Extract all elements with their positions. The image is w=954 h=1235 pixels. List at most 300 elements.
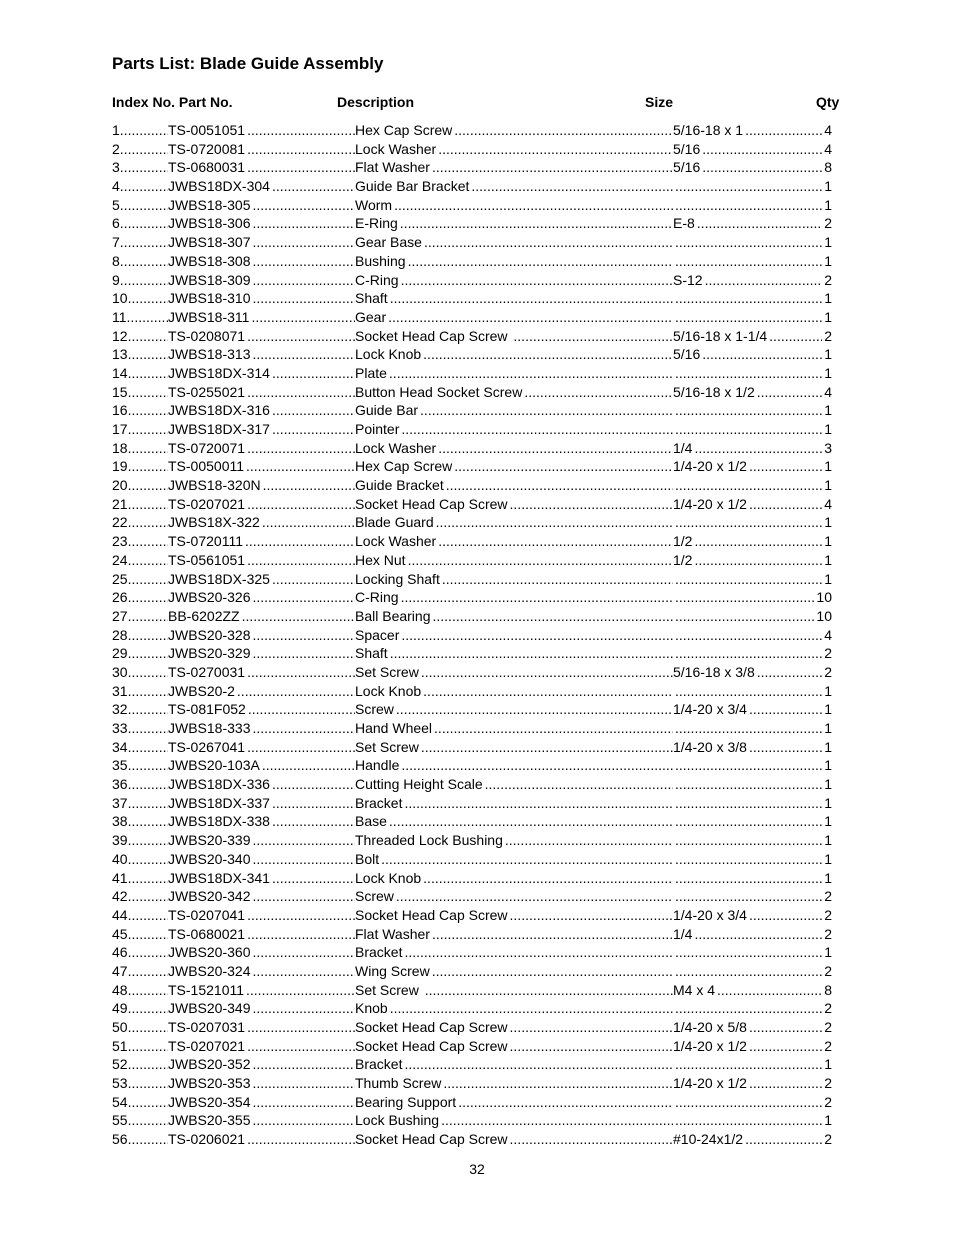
size — [673, 178, 675, 194]
size — [673, 309, 675, 325]
size — [673, 1000, 675, 1016]
table-row — [112, 906, 834, 925]
quantity: 1 — [824, 346, 832, 363]
part-number: JWBS18DX-304 — [168, 178, 270, 195]
index-number-cell — [112, 663, 168, 682]
size: 1/4-20 x 3/4 — [673, 701, 747, 718]
description-cell — [355, 756, 673, 775]
description-cell — [355, 607, 673, 626]
part-number-cell — [168, 401, 355, 420]
index-number-cell — [112, 794, 168, 813]
description-cell — [355, 981, 673, 1000]
index-number-cell — [112, 738, 168, 757]
description-cell — [355, 158, 673, 177]
description: Base — [355, 813, 387, 830]
description-cell — [355, 794, 673, 813]
size-cell — [673, 1018, 822, 1037]
size-cell — [673, 1130, 822, 1149]
index-number-cell — [112, 513, 168, 532]
part-number: JWBS18-306 — [168, 215, 251, 232]
index-number: 12 — [112, 327, 128, 344]
size — [673, 402, 675, 418]
quantity: 1 — [824, 514, 832, 531]
index-number: 38 — [112, 813, 128, 830]
table-row — [112, 626, 834, 645]
part-number-cell — [168, 476, 355, 495]
table-row — [112, 345, 834, 364]
size-cell — [673, 626, 822, 645]
part-number-cell — [168, 925, 355, 944]
part-number: JWBS18-310 — [168, 290, 251, 307]
index-number-cell — [112, 214, 168, 233]
index-number-cell — [112, 700, 168, 719]
part-number: TS-0561051 — [168, 551, 246, 568]
description-cell — [355, 999, 673, 1018]
description-cell — [355, 308, 673, 327]
part-number: JWBS20-342 — [168, 888, 251, 905]
header-description: Description — [337, 94, 415, 110]
table-row — [112, 999, 834, 1018]
description: Knob — [355, 1000, 388, 1017]
table-row — [112, 1093, 834, 1112]
size: 5/16 — [673, 159, 701, 176]
description-cell — [355, 831, 673, 850]
size-cell — [673, 1111, 822, 1130]
part-number: JWBS20-339 — [168, 832, 251, 849]
index-number: 56 — [112, 1131, 128, 1148]
description-cell — [355, 214, 673, 233]
index-number: 24 — [112, 551, 128, 568]
quantity: 1 — [824, 533, 832, 550]
description-cell — [355, 327, 673, 346]
description: Locking Shaft — [355, 570, 440, 587]
index-number: 8 — [112, 252, 120, 269]
index-number: 37 — [112, 794, 128, 811]
description: C-Ring — [355, 589, 399, 606]
quantity: 1 — [824, 832, 832, 849]
part-number-cell — [168, 495, 355, 514]
size — [673, 851, 675, 867]
index-number: 46 — [112, 944, 128, 961]
index-number-cell — [112, 252, 168, 271]
part-number-cell — [168, 383, 355, 402]
size: 1/4-20 x 5/8 — [673, 1019, 747, 1035]
part-number-cell — [168, 719, 355, 738]
size-cell — [673, 420, 822, 439]
description: Bracket — [355, 794, 403, 811]
description: C-Ring — [355, 271, 399, 288]
index-number: 19 — [112, 458, 128, 475]
table-row — [112, 420, 834, 439]
part-number: JWBS18-308 — [168, 252, 251, 269]
index-number: 17 — [112, 421, 128, 437]
index-number: 44 — [112, 906, 128, 923]
table-row — [112, 850, 834, 869]
part-number: JWBS18-311 — [168, 308, 250, 325]
size-cell — [673, 775, 822, 794]
table-row — [112, 1055, 834, 1074]
table-row — [112, 1130, 834, 1149]
quantity: 1 — [824, 252, 832, 269]
description-cell — [355, 719, 673, 738]
part-number: JWBS20-103A — [168, 757, 260, 774]
part-number: TS-0255021 — [168, 383, 246, 400]
quantity: 1 — [824, 813, 832, 830]
size-cell — [673, 121, 822, 140]
size-cell — [673, 364, 822, 383]
quantity: 2 — [824, 215, 832, 232]
description: Bracket — [355, 944, 403, 961]
description-cell — [355, 1130, 673, 1149]
part-number: TS-0207031 — [168, 1019, 246, 1035]
table-row — [112, 513, 834, 532]
part-number: JWBS20-2 — [168, 682, 235, 699]
description: Screw — [355, 701, 394, 718]
quantity: 1 — [824, 364, 832, 381]
size-cell — [673, 831, 822, 850]
description: Hex Cap Screw — [355, 458, 453, 475]
index-number-cell — [112, 999, 168, 1018]
description: Shaft — [355, 290, 388, 307]
description: Bolt — [355, 850, 380, 867]
description-cell — [355, 1055, 673, 1074]
index-number: 9 — [112, 271, 120, 288]
description-cell — [355, 476, 673, 495]
part-number-cell — [168, 756, 355, 775]
part-number-cell — [168, 439, 355, 458]
index-number: 15 — [112, 383, 128, 400]
part-number-cell — [168, 1111, 355, 1130]
index-number: 45 — [112, 925, 128, 942]
description: Socket Head Cap Screw — [355, 1019, 508, 1035]
table-row — [112, 140, 834, 159]
table-row — [112, 532, 834, 551]
table-row — [112, 756, 834, 775]
part-number: JWBS18DX-314 — [168, 364, 270, 381]
index-number-cell — [112, 869, 168, 888]
table-row — [112, 869, 834, 888]
quantity: 2 — [824, 1075, 832, 1092]
part-number: JWBS18-333 — [168, 720, 251, 736]
index-number-cell — [112, 140, 168, 159]
part-number: JWBS18DX-316 — [168, 402, 270, 419]
quantity: 10 — [816, 607, 832, 624]
size-cell — [673, 644, 822, 663]
table-row — [112, 887, 834, 906]
size — [673, 421, 675, 437]
description: Lock Washer — [355, 140, 437, 157]
part-number: JWBS18-307 — [168, 234, 251, 251]
part-number: JWBS18DX-337 — [168, 794, 270, 811]
index-number: 50 — [112, 1019, 128, 1035]
part-number-cell — [168, 1055, 355, 1074]
size-cell — [673, 457, 822, 476]
size-cell — [673, 925, 822, 944]
size: 1/2 — [673, 533, 693, 550]
size — [673, 197, 675, 213]
index-number: 49 — [112, 1000, 128, 1017]
description-cell — [355, 682, 673, 701]
index-number: 11 — [112, 308, 127, 325]
index-number: 20 — [112, 477, 128, 494]
table-row — [112, 252, 834, 271]
index-number-cell — [112, 850, 168, 869]
table-row — [112, 439, 834, 458]
part-number: JWBS18-313 — [168, 346, 251, 363]
description-cell — [355, 532, 673, 551]
description: Flat Washer — [355, 925, 430, 942]
table-row — [112, 719, 834, 738]
part-number: JWBS20-329 — [168, 645, 251, 662]
part-number-cell — [168, 1130, 355, 1149]
part-number-cell — [168, 252, 355, 271]
part-number: JWBS18-305 — [168, 196, 251, 213]
quantity: 4 — [824, 140, 832, 157]
quantity: 1 — [824, 421, 832, 437]
part-number: JWBS18-320N — [168, 477, 261, 494]
index-number: 51 — [112, 1037, 128, 1054]
index-number-cell — [112, 925, 168, 944]
table-row — [112, 700, 834, 719]
quantity: 1 — [824, 738, 832, 755]
part-number-cell — [168, 850, 355, 869]
description: Flat Washer — [355, 159, 430, 176]
size: 1/2 — [673, 551, 693, 568]
table-row — [112, 1111, 834, 1130]
size: S-12 — [673, 271, 703, 288]
description: Wing Screw — [355, 962, 430, 979]
part-number: TS-1521011 — [168, 981, 245, 998]
size-cell — [673, 607, 814, 626]
part-number-cell — [168, 812, 355, 831]
size-cell — [673, 252, 822, 271]
quantity: 8 — [824, 981, 832, 998]
table-row — [112, 158, 834, 177]
part-number: TS-0680031 — [168, 159, 246, 176]
size-cell — [673, 663, 822, 682]
size — [673, 888, 675, 904]
quantity: 1 — [824, 196, 832, 213]
index-number: 27 — [112, 607, 128, 624]
part-number: JWBS20-353 — [168, 1075, 251, 1092]
index-number-cell — [112, 1055, 168, 1074]
quantity: 2 — [824, 888, 832, 905]
size-cell — [673, 308, 822, 327]
size: 5/16-18 x 1/2 — [673, 383, 755, 400]
table-row — [112, 551, 834, 570]
part-number-cell — [168, 364, 355, 383]
index-number-cell — [112, 1074, 168, 1093]
size-cell — [673, 794, 822, 813]
quantity: 2 — [824, 271, 832, 288]
table-row — [112, 327, 834, 346]
size-cell — [673, 700, 822, 719]
part-number-cell — [168, 981, 355, 1000]
part-number: JWBS18DX-317 — [168, 421, 270, 437]
description: Bearing Support — [355, 1093, 457, 1110]
index-number-cell — [112, 570, 168, 589]
description-cell — [355, 700, 673, 719]
size: #10-24x1/2 — [673, 1131, 744, 1148]
table-row — [112, 177, 834, 196]
description: Set Screw — [355, 738, 419, 755]
index-number-cell — [112, 551, 168, 570]
part-number-cell — [168, 420, 355, 439]
index-number-cell — [112, 439, 168, 458]
size — [673, 776, 675, 792]
size — [673, 963, 675, 979]
header-qty: Qty — [816, 94, 840, 110]
quantity: 1 — [824, 720, 832, 736]
table-row — [112, 495, 834, 514]
description-cell — [355, 943, 673, 962]
size-cell — [673, 177, 822, 196]
index-number: 40 — [112, 850, 128, 867]
size-cell — [673, 532, 822, 551]
size-cell — [673, 383, 822, 402]
index-number: 29 — [112, 645, 128, 662]
index-number-cell — [112, 1130, 168, 1149]
size: 1/4-20 x 1/2 — [673, 1037, 747, 1054]
table-row — [112, 943, 834, 962]
size — [673, 234, 675, 250]
size-cell — [673, 1074, 822, 1093]
size-cell — [673, 682, 822, 701]
description-cell — [355, 644, 673, 663]
part-number: TS-0207021 — [168, 495, 246, 512]
part-number-cell — [168, 289, 355, 308]
index-number-cell — [112, 887, 168, 906]
quantity: 1 — [824, 1056, 832, 1073]
part-number: TS-0207041 — [168, 906, 246, 923]
part-number: TS-0207021 — [168, 1037, 246, 1054]
index-number: 1 — [112, 122, 120, 138]
description: Blade Guard — [355, 514, 434, 531]
description: Guide Bar Bracket — [355, 178, 470, 195]
quantity: 2 — [824, 645, 832, 662]
size-cell — [673, 401, 822, 420]
description-cell — [355, 738, 673, 757]
description-cell — [355, 850, 673, 869]
index-number: 34 — [112, 738, 128, 755]
quantity: 4 — [824, 122, 832, 138]
size-cell — [673, 906, 822, 925]
size-cell — [673, 439, 822, 458]
description: Thumb Screw — [355, 1075, 442, 1092]
part-number-cell — [168, 233, 355, 252]
table-row — [112, 682, 834, 701]
description-cell — [355, 551, 673, 570]
quantity: 1 — [824, 776, 832, 793]
part-number-cell — [168, 532, 355, 551]
table-row — [112, 981, 834, 1000]
size-cell — [673, 289, 822, 308]
description-cell — [355, 925, 673, 944]
index-number: 13 — [112, 346, 128, 363]
index-number: 35 — [112, 757, 128, 774]
table-row — [112, 831, 834, 850]
description: Socket Head Cap Screw — [355, 495, 508, 512]
size-cell — [673, 850, 822, 869]
index-number: 47 — [112, 962, 128, 979]
part-number-cell — [168, 271, 355, 290]
size — [673, 571, 675, 587]
part-number-cell — [168, 887, 355, 906]
part-number-cell — [168, 158, 355, 177]
index-number: 14 — [112, 364, 128, 381]
size — [673, 813, 675, 829]
size: 1/4-20 x 3/4 — [673, 906, 747, 923]
size-cell — [673, 981, 822, 1000]
part-number-cell — [168, 869, 355, 888]
index-number: 2 — [112, 140, 120, 157]
part-number: JWBS18X-322 — [168, 514, 260, 531]
table-row — [112, 401, 834, 420]
index-number: 4 — [112, 178, 120, 195]
size-cell — [673, 570, 822, 589]
part-number-cell — [168, 626, 355, 645]
index-number-cell — [112, 1037, 168, 1056]
size: 1/4-20 x 3/8 — [673, 738, 747, 755]
index-number: 30 — [112, 663, 128, 680]
size-cell — [673, 196, 822, 215]
quantity: 10 — [816, 589, 832, 606]
index-number-cell — [112, 906, 168, 925]
quantity: 1 — [824, 794, 832, 811]
quantity: 4 — [824, 383, 832, 400]
index-number-cell — [112, 177, 168, 196]
description-cell — [355, 1074, 673, 1093]
index-number-cell — [112, 345, 168, 364]
description: Guide Bar — [355, 402, 419, 419]
index-number-cell — [112, 719, 168, 738]
part-number-cell — [168, 738, 355, 757]
description-cell — [355, 906, 673, 925]
part-number-cell — [168, 177, 355, 196]
index-number-cell — [112, 775, 168, 794]
size — [673, 1094, 675, 1110]
quantity: 1 — [824, 944, 832, 961]
index-number-cell — [112, 626, 168, 645]
part-number: JWBS20-360 — [168, 944, 251, 961]
description-cell — [355, 271, 673, 290]
description: Hand Wheel — [355, 720, 433, 736]
part-number-cell — [168, 121, 355, 140]
part-number-cell — [168, 682, 355, 701]
index-number: 3 — [112, 159, 120, 176]
index-number: 32 — [112, 701, 128, 718]
size-cell — [673, 158, 822, 177]
description: Socket Head Cap Screw — [355, 906, 508, 923]
index-number: 33 — [112, 720, 128, 736]
description-cell — [355, 420, 673, 439]
size — [673, 253, 675, 269]
index-number-cell — [112, 1018, 168, 1037]
size-cell — [673, 738, 822, 757]
table-row — [112, 308, 834, 327]
size: 5/16-18 x 1-1/4 — [673, 327, 768, 344]
quantity: 2 — [824, 1000, 832, 1017]
table-row — [112, 289, 834, 308]
description-cell — [355, 663, 673, 682]
quantity: 1 — [824, 869, 832, 886]
part-number-cell — [168, 457, 355, 476]
size-cell — [673, 140, 822, 159]
description: Set Screw — [355, 981, 423, 998]
part-number-cell — [168, 1074, 355, 1093]
description-cell — [355, 177, 673, 196]
index-number-cell — [112, 495, 168, 514]
